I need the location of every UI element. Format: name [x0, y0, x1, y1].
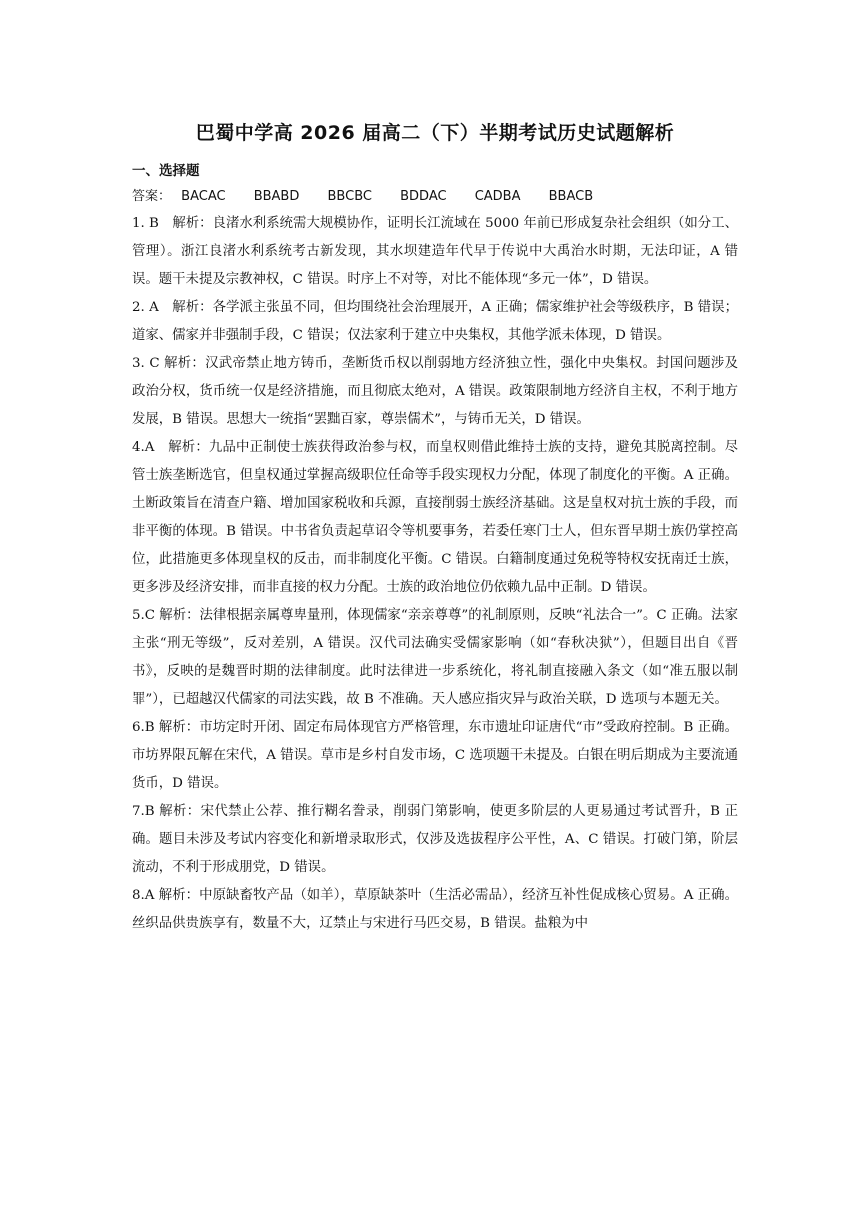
- question-explanation-1: 1. B 解析：良渚水利系统需大规模协作，证明长江流域在 5000 年前已形成复杂社会组织（如分工、管理）。浙江良渚水利系统考古新发现，其水坝建造年代早于传说中大禹治水时期，无法印证，A 错误。题干未提及宗教神权，C 错误。时序上不对等，对比不能体现“多元一体”，D 错误。: [132, 216, 738, 287]
- answer-group: CADBA: [474, 189, 521, 204]
- question-explanation-6: 6.B 解析：市坊定时开闭、固定布局体现官方严格管理，东市遗址印证唐代“市”受政府控制。B 正确。市坊界限瓦解在宋代，A 错误。草市是乡村自发市场，C 选项题干未提及。白银在明后期成为主要流通货币，D 错误。: [132, 720, 738, 791]
- question-explanation-5: 5.C 解析：法律根据亲属尊卑量刑，体现儒家“亲亲尊尊”的礼制原则，反映“礼法合一”。C 正确。法家主张“刑无等级”，反对差别，A 错误。汉代司法确实受儒家影响（如“春秋决狱”），但题目出自《晋书》，反映的是魏晋时期的法律制度。此时法律进一步系统化，将礼制直接融入条文（如“准五服以制罪”），已超越汉代儒家的司法实践，故 B 不准确。天人感应指灾异与政治关联，D 选项与本题无关。: [132, 608, 738, 707]
- question-explanation-4: 4.A 解析：九品中正制使士族获得政治参与权，而皇权则借此维持士族的支持，避免其脱离控制。尽管士族垄断选官，但皇权通过掌握高级职位任命等手段实现权力分配，体现了制度化的平衡。A 正确。土断政策旨在清查户籍、增加国家税收和兵源，直接削弱士族经济基础。这是皇权对抗士族的手段，而非平衡的体现。B 错误。中书省负责起草诏令等机要事务，若委任寒门士人，但东晋早期士族仍掌控高位，此措施更多体现皇权的反击，而非制度化平衡。C 错误。白籍制度通过免税等特权安抚南迁士族，更多涉及经济安排，而非直接的权力分配。士族的政治地位仍依赖九品中正制。D 错误。: [132, 440, 738, 595]
- question-explanation-8: 8.A 解析：中原缺畜牧产品（如羊），草原缺茶叶（生活必需品），经济互补性促成核心贸易。A 正确。丝织品供贵族享有，数量不大，辽禁止与宋进行马匹交易，B 错误。盐粮为中: [132, 888, 738, 931]
- section-heading: 一、选择题: [132, 163, 200, 179]
- answer-key-line: [132, 185, 738, 204]
- answer-group: BBABD: [253, 189, 300, 204]
- question-explanation-2: 2. A 解析：各学派主张虽不同，但均围绕社会治理展开，A 正确；儒家维护社会等级秩序，B 错误；道家、儒家并非强制手段，C 错误；仅法家利于建立中央集权，其他学派未体现，D 错误。: [132, 300, 738, 343]
- answer-key-label: 答案：: [132, 189, 172, 204]
- question-explanation-7: 7.B 解析：宋代禁止公荐、推行糊名誊录，削弱门第影响，使更多阶层的人更易通过考试晋升，B 正确。题目未涉及考试内容变化和新增录取形式，仅涉及选拔程序公平性，A、C 错误。打破门第，阶层流动，不利于形成朋党，D 错误。: [132, 804, 738, 875]
- answer-group: BACAC: [181, 189, 226, 204]
- answer-group: BBCBC: [327, 189, 372, 204]
- answer-group: BBACB: [548, 189, 594, 204]
- answer-group: BDDAC: [400, 189, 447, 204]
- question-explanation-3: 3. C 解析：汉武帝禁止地方铸币，垄断货币权以削弱地方经济独立性，强化中央集权。封国问题涉及政治分权，货币统一仅是经济措施，而且彻底太绝对，A 错误。政策限制地方经济自主权，不利于地方发展，B 错误。思想大一统指“罢黜百家，尊崇儒术”，与铸币无关，D 错误。: [132, 356, 738, 427]
- page-title: 巴蜀中学高 2026 届高二（下）半期考试历史试题解析: [195, 122, 675, 144]
- document-page: [132, 108, 738, 938]
